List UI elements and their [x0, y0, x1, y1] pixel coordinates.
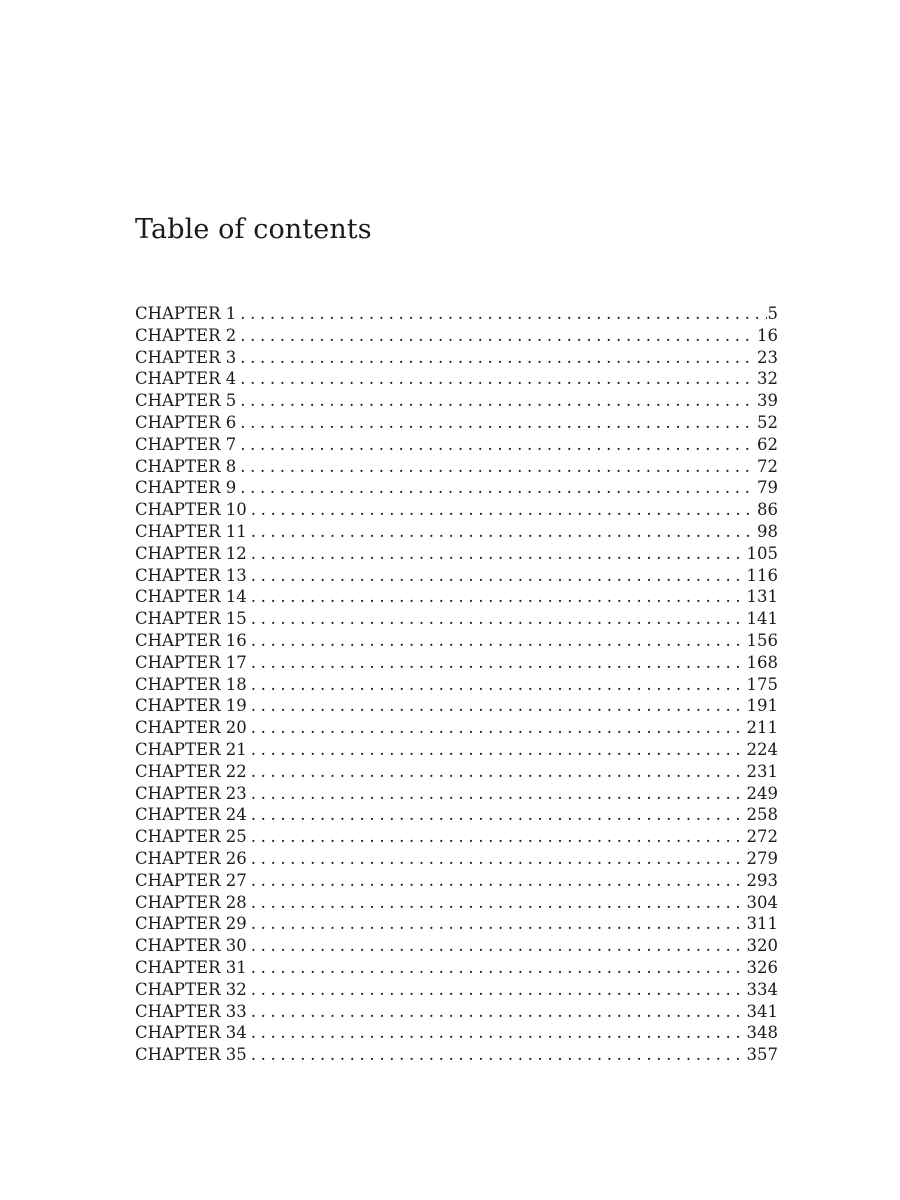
- toc-leader-dots: [247, 913, 746, 935]
- toc-entry-page: 32: [757, 369, 778, 389]
- toc-entry[interactable]: [135, 652, 778, 674]
- toc-entry-label: CHAPTER 32: [135, 979, 247, 999]
- toc-entry-page: 141: [746, 609, 778, 629]
- toc-leader-dots: [247, 543, 746, 565]
- toc-leader-dots: [247, 717, 746, 739]
- toc-entry-page: 320: [746, 936, 778, 956]
- toc-entry[interactable]: [135, 347, 778, 369]
- toc-entry-page: 23: [757, 347, 778, 367]
- toc-entry-label: CHAPTER 17: [135, 652, 247, 672]
- toc-entry[interactable]: [135, 695, 778, 717]
- toc-entry-label: CHAPTER 3: [135, 347, 237, 367]
- toc-entry-label: CHAPTER 16: [135, 630, 247, 650]
- toc-entry-page: 62: [757, 434, 778, 454]
- toc-entry-page: 348: [746, 1023, 778, 1043]
- toc-entry[interactable]: [135, 521, 778, 543]
- toc-entry-page: 16: [757, 325, 778, 345]
- toc-entry-page: 311: [746, 914, 778, 934]
- toc-entry[interactable]: [135, 456, 778, 478]
- toc-leader-dots: [247, 586, 746, 608]
- toc-entry-label: CHAPTER 23: [135, 783, 247, 803]
- toc-entry-label: CHAPTER 21: [135, 739, 247, 759]
- toc-leader-dots: [236, 390, 756, 412]
- toc-leader-dots: [247, 783, 746, 805]
- toc-entry-label: CHAPTER 1: [135, 304, 237, 323]
- toc-entry[interactable]: [135, 543, 778, 565]
- toc-entry[interactable]: [135, 935, 778, 957]
- toc-entry[interactable]: [135, 368, 778, 390]
- toc-entry[interactable]: [135, 608, 778, 630]
- toc-leader-dots: [247, 499, 756, 521]
- toc-leader-dots: [236, 456, 756, 478]
- toc-entry[interactable]: [135, 1044, 778, 1066]
- toc-leader-dots: [236, 325, 756, 347]
- toc-list: [135, 303, 778, 1066]
- toc-entry-label: CHAPTER 29: [135, 914, 247, 934]
- toc-entry[interactable]: [135, 913, 778, 935]
- toc-entry-page: 334: [746, 979, 778, 999]
- toc-entry-label: CHAPTER 11: [135, 521, 247, 541]
- toc-entry-page: 293: [746, 870, 778, 890]
- toc-entry-page: 156: [746, 630, 778, 650]
- toc-entry-page: 86: [757, 500, 778, 520]
- toc-entry-page: 326: [746, 957, 778, 977]
- toc-leader-dots: [247, 608, 746, 630]
- toc-entry-page: 39: [757, 391, 778, 411]
- toc-entry-label: CHAPTER 26: [135, 848, 247, 868]
- toc-leader-dots: [236, 347, 756, 369]
- toc-entry[interactable]: [135, 957, 778, 979]
- toc-entry[interactable]: [135, 499, 778, 521]
- toc-leader-dots: [247, 521, 756, 543]
- toc-entry-page: 131: [746, 587, 778, 607]
- toc-entry[interactable]: [135, 848, 778, 870]
- toc-entry[interactable]: [135, 477, 778, 499]
- toc-entry-label: CHAPTER 6: [135, 412, 237, 432]
- toc-entry-label: CHAPTER 27: [135, 870, 247, 890]
- toc-entry[interactable]: [135, 303, 778, 325]
- toc-entry[interactable]: [135, 739, 778, 761]
- toc-leader-dots: [247, 739, 746, 761]
- toc-leader-dots: [236, 412, 756, 434]
- toc-entry-page: 279: [746, 848, 778, 868]
- toc-leader-dots: [247, 761, 746, 783]
- toc-entry-page: 211: [746, 718, 778, 738]
- toc-leader-dots: [247, 804, 746, 826]
- toc-entry[interactable]: [135, 804, 778, 826]
- toc-entry-label: CHAPTER 31: [135, 957, 247, 977]
- toc-entry-page: 191: [746, 696, 778, 716]
- toc-entry-label: CHAPTER 2: [135, 325, 237, 345]
- toc-leader-dots: [247, 826, 746, 848]
- toc-entry-page: 105: [746, 543, 778, 563]
- toc-leader-dots: [247, 1044, 746, 1066]
- toc-entry[interactable]: [135, 390, 778, 412]
- toc-entry-label: CHAPTER 13: [135, 565, 247, 585]
- toc-entry-page: 304: [746, 892, 778, 912]
- toc-leader-dots: [247, 979, 746, 1001]
- toc-leader-dots: [247, 652, 746, 674]
- toc-entry-label: CHAPTER 14: [135, 587, 247, 607]
- toc-entry-page: 341: [746, 1001, 778, 1021]
- toc-leader-dots: [236, 303, 766, 325]
- toc-leader-dots: [236, 477, 756, 499]
- toc-entry[interactable]: [135, 434, 778, 456]
- toc-leader-dots: [247, 674, 746, 696]
- toc-entry[interactable]: [135, 892, 778, 914]
- toc-entry-page: 116: [746, 565, 778, 585]
- toc-entry[interactable]: [135, 586, 778, 608]
- toc-entry-page: 249: [746, 783, 778, 803]
- toc-leader-dots: [247, 935, 746, 957]
- toc-entry-page: 224: [746, 739, 778, 759]
- toc-entry-label: CHAPTER 7: [135, 434, 237, 454]
- page-title: Table of contents: [135, 214, 372, 245]
- toc-entry-page: 98: [757, 521, 778, 541]
- toc-entry-label: CHAPTER 8: [135, 456, 237, 476]
- toc-entry-label: CHAPTER 5: [135, 391, 237, 411]
- toc-entry[interactable]: [135, 1001, 778, 1023]
- toc-entry[interactable]: [135, 826, 778, 848]
- toc-entry-label: CHAPTER 33: [135, 1001, 247, 1021]
- toc-entry[interactable]: [135, 979, 778, 1001]
- toc-leader-dots: [247, 957, 746, 979]
- toc-entry-label: CHAPTER 4: [135, 369, 237, 389]
- toc-entry-label: CHAPTER 34: [135, 1023, 247, 1043]
- toc-entry-label: CHAPTER 15: [135, 609, 247, 629]
- toc-entry-label: CHAPTER 19: [135, 696, 247, 716]
- toc-leader-dots: [247, 630, 746, 652]
- toc-entry-label: CHAPTER 12: [135, 543, 247, 563]
- toc-leader-dots: [247, 1022, 746, 1044]
- toc-entry-label: CHAPTER 10: [135, 500, 247, 520]
- toc-entry[interactable]: [135, 565, 778, 587]
- toc-leader-dots: [247, 848, 746, 870]
- toc-entry-page: 175: [746, 674, 778, 694]
- toc-entry-label: CHAPTER 18: [135, 674, 247, 694]
- toc-entry[interactable]: [135, 325, 778, 347]
- toc-leader-dots: [247, 1001, 746, 1023]
- toc-entry-page: 52: [757, 412, 778, 432]
- toc-entry-label: CHAPTER 25: [135, 827, 247, 847]
- toc-entry-page: 357: [746, 1045, 778, 1065]
- toc-entry[interactable]: [135, 717, 778, 739]
- toc-entry[interactable]: [135, 761, 778, 783]
- toc-entry-label: CHAPTER 35: [135, 1045, 247, 1065]
- toc-entry-page: 79: [757, 478, 778, 498]
- toc-entry-label: CHAPTER 24: [135, 805, 247, 825]
- toc-entry-page: 5: [767, 304, 778, 323]
- toc-leader-dots: [236, 368, 756, 390]
- toc-entry[interactable]: [135, 783, 778, 805]
- toc-entry-label: CHAPTER 22: [135, 761, 247, 781]
- toc-entry-page: 72: [757, 456, 778, 476]
- toc-entry-label: CHAPTER 28: [135, 892, 247, 912]
- toc-entry-label: CHAPTER 30: [135, 936, 247, 956]
- toc-entry[interactable]: [135, 1022, 778, 1044]
- toc-leader-dots: [247, 565, 746, 587]
- toc-entry[interactable]: [135, 674, 778, 696]
- toc-entry[interactable]: [135, 870, 778, 892]
- toc-entry[interactable]: [135, 630, 778, 652]
- toc-entry[interactable]: [135, 412, 778, 434]
- toc-leader-dots: [247, 695, 746, 717]
- toc-leader-dots: [247, 892, 746, 914]
- toc-leader-dots: [247, 870, 746, 892]
- toc-entry-page: 231: [746, 761, 778, 781]
- toc-entry-page: 258: [746, 805, 778, 825]
- toc-leader-dots: [236, 434, 756, 456]
- toc-entry-page: 272: [746, 827, 778, 847]
- toc-entry-label: CHAPTER 20: [135, 718, 247, 738]
- toc-entry-page: 168: [746, 652, 778, 672]
- toc-entry-label: CHAPTER 9: [135, 478, 237, 498]
